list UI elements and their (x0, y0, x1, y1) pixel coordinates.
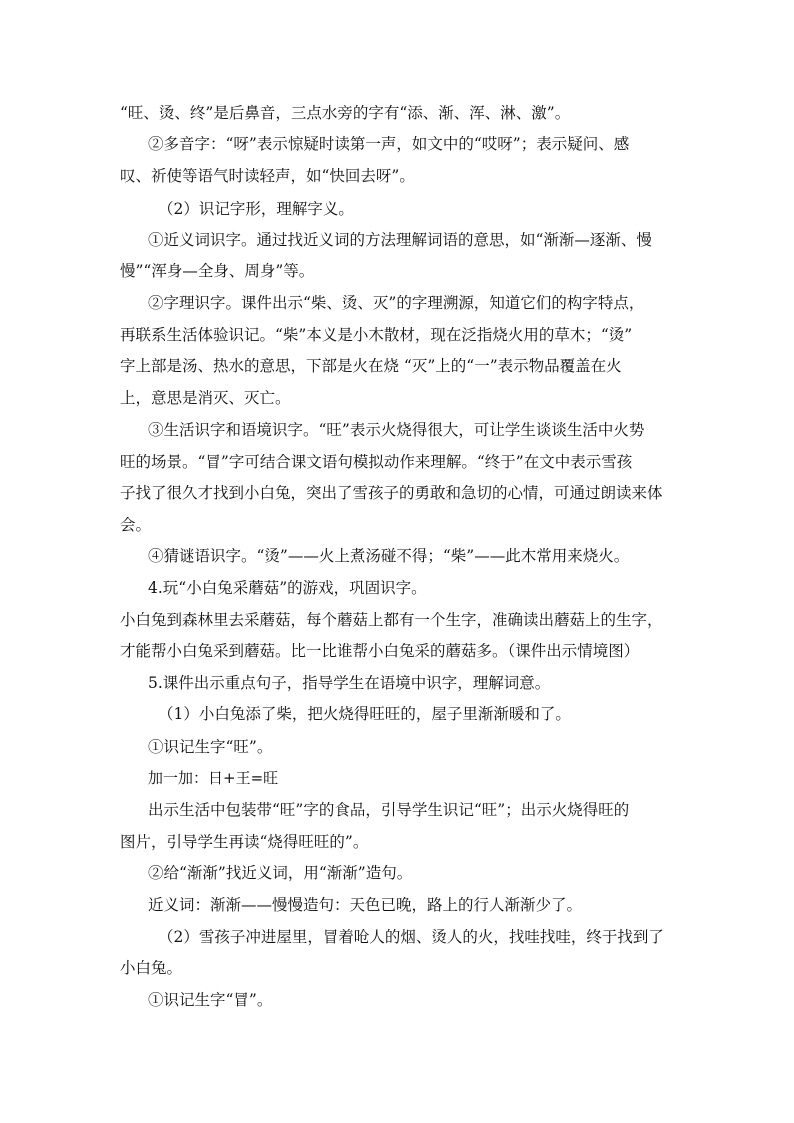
text-line: ①识记生字“旺”。 (148, 738, 273, 756)
text-line: ③生活识字和语境识字。“旺”表示火烧得很大，可让学生谈谈生活中火势 (148, 421, 645, 439)
text-line: 叹、祈使等语气时读轻声，如“快回去呀”。 (120, 167, 415, 185)
text-line: 5.课件出示重点句子，指导学生在语境中识字，理解词意。 (148, 674, 551, 692)
text-line: 慢”“浑身—全身、周身”等。 (120, 262, 315, 280)
text-line: ①识记生字“冒”。 (148, 991, 273, 1009)
text-line: ②多音字：“呀”表示惊疑时读第一声，如文中的“哎呀”；表示疑问、感 (148, 135, 630, 153)
text-line: ①近义词识字。通过找近义词的方法理解词语的意思，如“渐渐—逐渐、慢 (148, 231, 652, 249)
text-line: 再联系生活体验识记。“柴”本义是小木散材，现在泛指烧火用的草木；“烫” (120, 326, 633, 344)
text-line: 字上部是汤、热水的意思，下部是火在烧 “灭”上的“一”表示物品覆盖在火 (120, 357, 622, 375)
text-line: “旺、烫、终”是后鼻音，三点水旁的字有“添、渐、浑、淋、激”。 (120, 104, 571, 122)
text-line: 出示生活中包装带“旺”字的食品，引导学生识记“旺”；出示火烧得旺的 (148, 801, 630, 819)
text-line: 旺的场景。“冒”字可结合课文语句模拟动作来理解。“终于”在文中表示雪孩 (120, 453, 633, 471)
text-line: 小白兔。 (120, 959, 183, 977)
text-line: 小白兔到森林里去采蘑菇，每个蘑菇上都有一个生字，准确读出蘑菇上的生字， (120, 611, 663, 629)
text-line: 会。 (120, 516, 152, 534)
text-line: 加一加：日+王=旺 (148, 769, 279, 787)
text-line: （1）小白兔添了柴，把火烧得旺旺的，屋子里渐渐暖和了。 (158, 705, 571, 723)
text-line: （2）雪孩子冲进屋里，冒着呛人的烟、烫人的火，找哇找哇，终于找到了 (158, 928, 664, 946)
text-line: 图片，引导学生再读“烧得旺旺的”。 (120, 833, 369, 851)
text-line: 4.玩“小白兔采蘑菇”的游戏，巩固识字。 (148, 579, 427, 597)
text-line: ②字理识字。课件出示“柴、烫、灭”的字理溯源，知道它们的构字特点， (148, 294, 645, 312)
text-line: （2）识记字形，理解字义。 (158, 200, 354, 218)
text-line: ④猜谜语识字。“烫”——火上煮汤碰不得；“柴”——此木常用来烧火。 (148, 547, 630, 565)
text-line: 子找了很久才找到小白兔，突出了雪孩子的勇敢和急切的心情，可通过朗读来体 (120, 484, 663, 502)
text-line: ②给“渐渐”找近义词，用“渐渐”造句。 (148, 864, 413, 882)
text-line: 上，意思是消灭、灭亡。 (120, 389, 291, 407)
text-line: 才能帮小白兔采到蘑菇。比一比谁帮小白兔采的蘑菇多。（课件出示情境图） (120, 642, 640, 660)
text-line: 近义词：渐渐——慢慢造句：天色已晚，路上的行人渐渐少了。 (148, 896, 583, 914)
